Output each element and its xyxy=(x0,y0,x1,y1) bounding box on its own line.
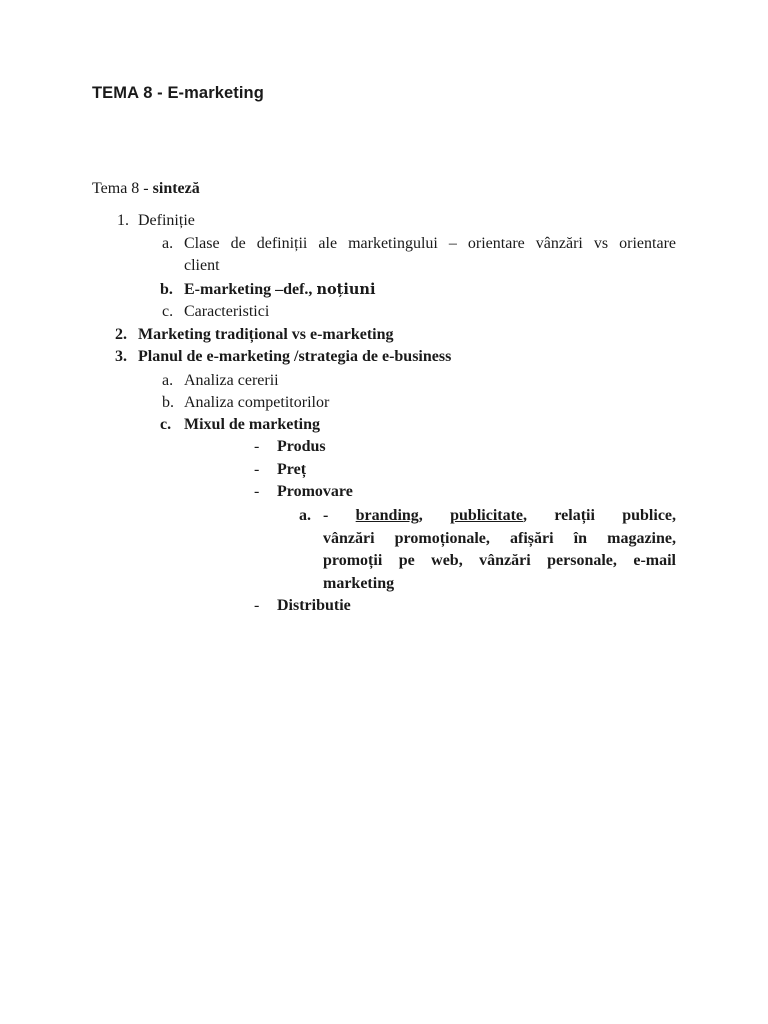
list-item-definitie: Definiție xyxy=(138,212,195,229)
subtitle-prefix: Tema 8 - xyxy=(92,180,153,197)
mix-promovare: Promovare xyxy=(277,483,353,500)
dash-bullet: - xyxy=(254,438,260,455)
list-number: 3. xyxy=(115,348,127,365)
list-item-analiza-cererii: Analiza cererii xyxy=(184,372,279,389)
promo-line1 xyxy=(323,505,676,528)
promo-paragraph xyxy=(323,505,676,595)
list-number: 1. xyxy=(117,212,129,229)
subtitle-emphasis: sinteză xyxy=(152,180,200,197)
promo-dash: - xyxy=(323,507,329,524)
dash-bullet: - xyxy=(254,483,260,500)
list-number: 2. xyxy=(115,326,127,343)
promo-branding: branding xyxy=(355,507,419,524)
list-item-emarketing-def xyxy=(184,279,375,302)
list-letter: c. xyxy=(162,303,174,320)
list-letter: a. xyxy=(299,507,311,524)
list-letter: a. xyxy=(162,235,174,252)
mix-distributie: Distributie xyxy=(277,597,351,614)
list-item-emarketing-emph: noțiuni xyxy=(316,281,376,298)
list-letter: c. xyxy=(160,416,172,433)
list-item-planul: Planul de e-marketing /strategia de e-business xyxy=(138,348,452,365)
promo-line3: promoții pe web, vânzări personale, e-mail xyxy=(323,552,676,569)
mix-produs: Produs xyxy=(277,438,326,455)
dash-bullet: - xyxy=(254,597,260,614)
promo-line4: marketing xyxy=(323,574,395,592)
promo-line2: vânzări promoționale, afișări în magazine, xyxy=(323,529,676,547)
list-item-clase-line2: client xyxy=(184,257,220,274)
subtitle xyxy=(92,178,200,201)
dash-bullet: - xyxy=(254,461,260,478)
list-item-clase-line1: Clase de definiții ale marketingului – orientare vânzări vs orientare xyxy=(184,235,676,252)
page-title: TEMA 8 - E-marketing xyxy=(92,84,264,102)
list-item-mixul: Mixul de marketing xyxy=(184,416,320,433)
list-item-marketing-traditional: Marketing tradițional vs e-marketing xyxy=(138,326,394,343)
list-letter: a. xyxy=(162,372,174,389)
list-item-analiza-competitorilor: Analiza competitorilor xyxy=(184,394,330,411)
promo-rest1: , relații publice, xyxy=(523,507,677,524)
promo-comma: , xyxy=(418,507,423,524)
mix-pret: Preț xyxy=(277,461,307,478)
promo-publicitate: publicitate xyxy=(450,507,524,524)
list-item-caracteristici: Caracteristici xyxy=(184,303,270,320)
list-letter: b. xyxy=(160,281,173,298)
list-letter: b. xyxy=(162,394,174,411)
list-item-emarketing-text: E-marketing –def., xyxy=(184,281,317,298)
